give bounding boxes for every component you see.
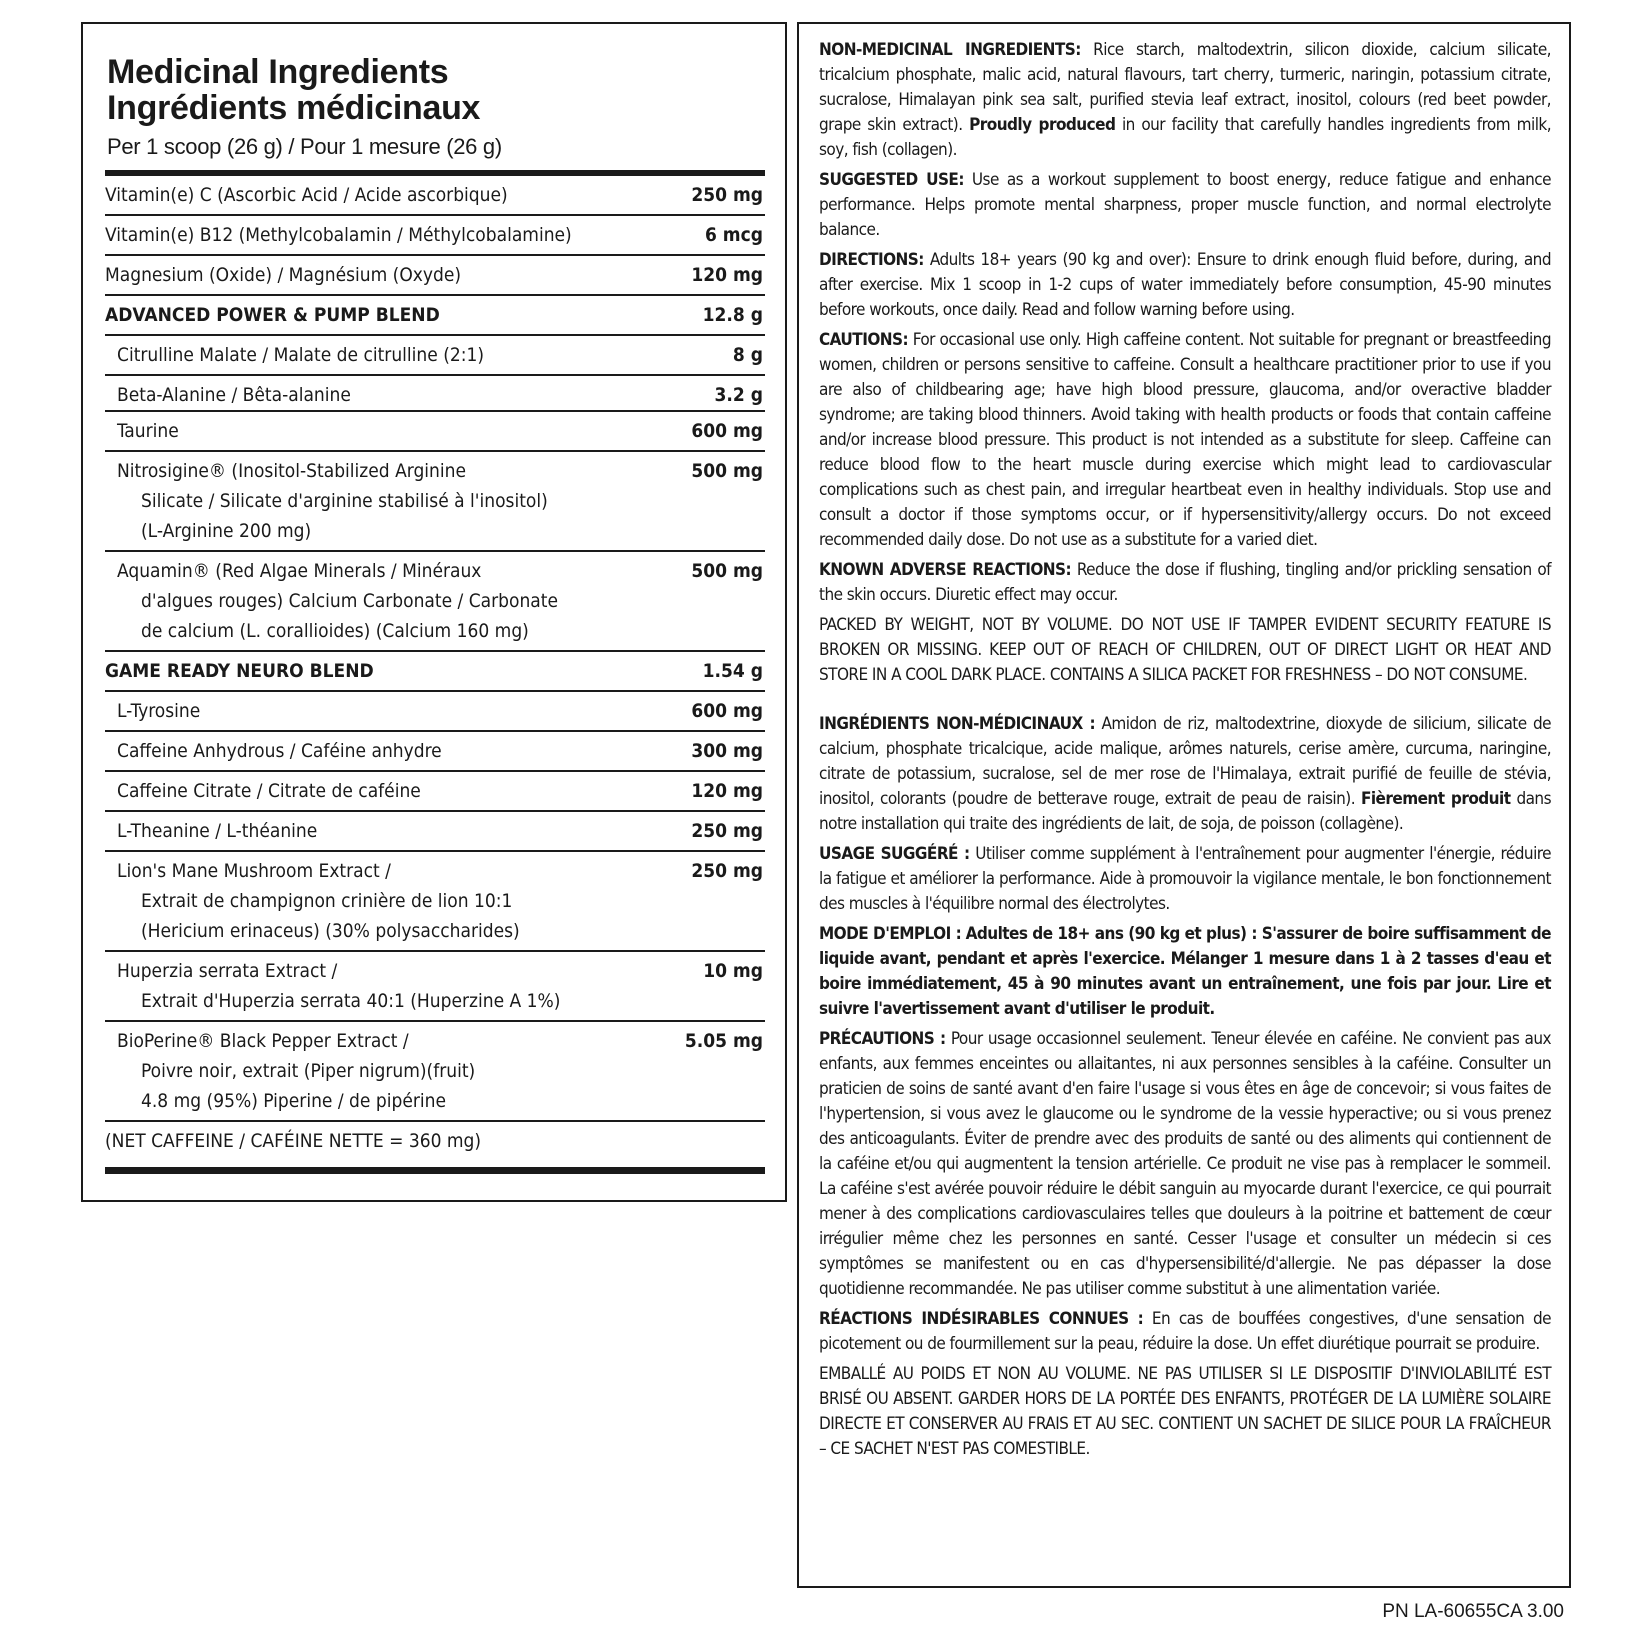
- ingredient-row: [105, 852, 765, 952]
- ingredient-amount: 250 mg: [691, 860, 763, 882]
- cautions-fr: PRÉCAUTIONS : Pour usage occasionnel seulement. Teneur élevée en caféine. Ne convient pas aux enfants, aux femmes enceintes ou allaitantes, ni aux personnes sensibles à la caféine. Consulter un praticien de soins de santé avant d'en faire l'usage si vous êtes en âge de concevoir; si vous faites de l'hypertension, si vous avez le glaucome ou le syndrome de la vessie hyperactive; ou si vous prenez des anticoagulants. Éviter de prendre avec des produits de santé ou des aliments qui contiennent de la caféine et/ou qui augmentent la tension artérielle. Ce produit ne vise pas à remplacer le sommeil. La caféine s'est avérée pouvoir réduire le débit sanguin au myocarde durant l'exercice, ce qui pourrait mener à des complications cardiovasculaires telles que douleurs à la poitrine et battement de cœur irrégulier même chez les personnes en santé. Cesser l'usage et consulter un médecin si ces symptômes se manifestent ou en cas d'hypersensibilité/d'allergie. Ne pas dépasser la dose quotidienne recommandée. Ne pas utiliser comme substitut à une alimentation variée.: [819, 1029, 1551, 1299]
- title-fr: Ingrédients médicinaux: [107, 89, 481, 127]
- ingredient-name: Magnesium (Oxide) / Magnésium (Oxyde): [105, 264, 462, 286]
- ingredient-name-line2: d'algues rouges) Calcium Carbonate / Carbonate: [141, 590, 558, 612]
- proudly-produced-label: Proudly produced: [969, 115, 1116, 135]
- ingredient-row: [105, 1022, 765, 1122]
- nonmed-label-en: NON-MEDICINAL INGREDIENTS:: [819, 40, 1081, 60]
- ingredient-name: Lion's Mane Mushroom Extract /: [117, 860, 391, 882]
- ingredient-name: Vitamin(e) C (Ascorbic Acid / Acide ascorbique): [105, 184, 508, 206]
- nonmed-ingredients-en: NON-MEDICINAL INGREDIENTS: Rice starch, maltodextrin, silicon dioxide, calcium silicate, tricalcium phosphate, malic acid, natural flavours, tart cherry, turmeric, naringin, potassium citrate, sucralose, Himalayan pink sea salt, purified stevia leaf extract, inositol, colours (red beet powder, grape skin extract). Proudly produced in our facility that carefully handles ingredients from milk, soy, fish (collagen).: [819, 40, 1552, 160]
- ingredient-name-line3: de calcium (L. corallioides) (Calcium 160 mg): [141, 620, 529, 642]
- ingredient-row: [105, 692, 765, 732]
- ingredient-row: [105, 176, 765, 216]
- ingredient-name: Huperzia serrata Extract /: [117, 960, 338, 982]
- ingredient-name: Citrulline Malate / Malate de citrulline (2:1): [117, 344, 485, 366]
- ingredient-name: Vitamin(e) B12 (Methylcobalamin / Méthylcobalamine): [105, 224, 572, 246]
- blend-name: GAME READY NEURO BLEND: [105, 660, 374, 682]
- ingredient-name: L-Theanine / L-théanine: [117, 820, 318, 842]
- directions-fr: MODE D'EMPLOI : Adultes de 18+ ans (90 kg et plus) : S'assurer de boire suffisamment de liquide avant, pendant et après l'exercice. Mélanger 1 mesure dans 1 à 2 tasses d'eau et boire immédiatement, 45 à 90 minutes avant un entraînement, une fois par jour. Lire et suivre l'avertissement avant d'utiliser le produit.: [819, 924, 1551, 1019]
- ingredient-name-line2: Silicate / Silicate d'arginine stabilisé à l'inositol): [141, 490, 548, 512]
- packed-notice-fr: EMBALLÉ AU POIDS ET NON AU VOLUME. NE PAS UTILISER SI LE DISPOSITIF D'INVIOLABILITÉ EST BRISÉ OU ABSENT. GARDER HORS DE LA PORTÉE DES ENFANTS, PROTÉGER DE LA LUMIÈRE SOLAIRE DIRECTE ET CONSERVER AU FRAIS ET AU SEC. CONTIENT UN SACHET DE SILICE POUR LA FRAÎCHEUR – CE SACHET N'EST PAS COMESTIBLE.: [819, 1364, 1551, 1459]
- ingredient-name: Aquamin® (Red Algae Minerals / Minéraux: [117, 560, 482, 582]
- cautions-en: CAUTIONS: For occasional use only. High caffeine content. Not suitable for pregnant or breastfeeding women, children or persons sensitive to caffeine. Consult a healthcare practitioner prior to use if you are also of childbearing age; have high blood pressure, glaucoma, and/or overactive bladder syndrome; are taking blood thinners. Avoid taking with health products or foods that contain caffeine and/or increase blood pressure. This product is not intended as a substitute for sleep. Caffeine can reduce blood flow to the heart muscle during exercise which might lead to cardiovascular complications such as chest pain, and irregular heartbeat even in healthy individuals. Stop use and consult a doctor if those symptoms occur, or if hypersensitivity/allergy occurs. Do not exceed recommended daily dose. Do not use as a substitute for a varied diet.: [819, 330, 1551, 550]
- ingredient-row: [105, 452, 765, 552]
- medicinal-ingredients-panel: [81, 22, 787, 1202]
- blend-header-row: [105, 652, 765, 692]
- ingredient-amount: 3.2 g: [714, 384, 763, 406]
- ingredient-amount: 600 mg: [691, 420, 763, 442]
- ingredient-amount: 250 mg: [691, 820, 763, 842]
- packed-notice-en: PACKED BY WEIGHT, NOT BY VOLUME. DO NOT USE IF TAMPER EVIDENT SECURITY FEATURE IS BROKEN OR MISSING. KEEP OUT OF REACH OF CHILDREN, OUT OF DIRECT LIGHT OR HEAT AND STORE IN A COOL DARK PLACE. CONTAINS A SILICA PACKET FOR FRESHNESS – DO NOT CONSUME.: [819, 615, 1551, 685]
- ingredient-row: [105, 772, 765, 812]
- ingredient-amount: 300 mg: [691, 740, 763, 762]
- ingredient-row: [105, 952, 765, 1022]
- ingredient-amount: 10 mg: [703, 960, 763, 982]
- part-number: PN LA-60655CA 3.00: [1382, 1601, 1564, 1622]
- ingredient-amount: 5.05 mg: [684, 1030, 763, 1052]
- ingredients-table: [105, 170, 765, 1174]
- medicinal-title: [107, 54, 747, 126]
- ingredient-name-line3: (Hericium erinaceus) (30% polysaccharides): [141, 920, 520, 942]
- blend-header-row: [105, 296, 765, 336]
- ingredient-name-line2: Poivre noir, extrait (Piper nigrum)(fruit): [141, 1060, 476, 1082]
- ingredient-amount: 500 mg: [691, 560, 763, 582]
- ingredient-amount: 6 mcg: [704, 224, 763, 246]
- product-info-text: [819, 38, 1551, 1467]
- net-caffeine-text: (NET CAFFEINE / CAFÉINE NETTE = 360 mg): [105, 1130, 482, 1152]
- ingredient-name-line3: 4.8 mg (95%) Piperine / de pipérine: [141, 1090, 446, 1112]
- ingredient-name: Nitrosigine® (Inositol-Stabilized Arginine: [117, 460, 466, 482]
- nonmed-ingredients-fr: INGRÉDIENTS NON-MÉDICINAUX : Amidon de riz, maltodextrine, dioxyde de silicium, silicate de calcium, phosphate tricalcique, acide malique, arômes naturels, cerise amère, curcuma, naringine, citrate de potassium, sucralose, sel de mer rose de l'Himalaya, extrait purifié de feuille de stévia, inositol, colorants (poudre de betterave rouge, extrait de peau de raisin). Fièrement produit dans notre installation qui traite des ingrédients de lait, de soja, de poisson (collagène).: [819, 714, 1551, 834]
- ingredient-row: [105, 256, 765, 296]
- directions-en: DIRECTIONS: Adults 18+ years (90 kg and over): Ensure to drink enough fluid before, during, and after exercise. Mix 1 scoop in 1-2 cups of water immediately before consumption, 45-90 minutes before workouts, once daily. Read and follow warning before using.: [819, 250, 1551, 320]
- title-en: Medicinal Ingredients: [107, 53, 449, 91]
- ingredient-name-line2: Extrait de champignon crinière de lion 10:1: [141, 890, 513, 912]
- blend-amount: 12.8 g: [702, 304, 763, 326]
- ingredient-name: Caffeine Citrate / Citrate de caféine: [117, 780, 421, 802]
- nonmed-label-fr: INGRÉDIENTS NON-MÉDICINAUX :: [819, 714, 1096, 734]
- serving-size: Per 1 scoop (26 g) / Pour 1 mesure (26 g): [107, 134, 502, 159]
- adverse-reactions-en: KNOWN ADVERSE REACTIONS: Reduce the dose if flushing, tingling and/or prickling sensation of the skin occurs. Diuretic effect may occur.: [819, 560, 1551, 605]
- product-info-panel: [797, 22, 1571, 1588]
- suggested-use-fr: USAGE SUGGÉRÉ : Utiliser comme supplément à l'entraînement pour augmenter l'énergie, réduire la fatigue et améliorer la performance. Aide à promouvoir la vigilance mentale, le bon fonctionnement des muscles à l'équilibre normal des électrolytes.: [819, 844, 1552, 914]
- ingredient-name-line2: Extrait d'Huperzia serrata 40:1 (Huperzine A 1%): [141, 990, 561, 1012]
- ingredient-amount: 120 mg: [691, 264, 763, 286]
- ingredient-amount: 250 mg: [691, 184, 763, 206]
- blend-amount: 1.54 g: [702, 660, 763, 682]
- ingredient-row: [105, 412, 765, 452]
- ingredient-row: [105, 732, 765, 772]
- ingredient-amount: 500 mg: [691, 460, 763, 482]
- ingredient-row: [105, 812, 765, 852]
- blend-name: ADVANCED POWER & PUMP BLEND: [105, 304, 440, 326]
- ingredient-row: [105, 552, 765, 652]
- ingredient-row: [105, 336, 765, 376]
- ingredient-name: Caffeine Anhydrous / Caféine anhydre: [117, 740, 442, 762]
- ingredient-row: [105, 376, 765, 412]
- suggested-use-en: SUGGESTED USE: Use as a workout supplement to boost energy, reduce fatigue and enhance performance. Helps promote mental sharpness, proper muscle function, and normal electrolyte balance.: [819, 170, 1551, 240]
- ingredient-name-line3: (L-Arginine 200 mg): [141, 520, 312, 542]
- ingredient-name: L-Tyrosine: [117, 700, 201, 722]
- ingredient-amount: 8 g: [732, 344, 763, 366]
- fierement-produit-label: Fièrement produit: [1360, 789, 1511, 809]
- ingredient-amount: 120 mg: [691, 780, 763, 802]
- net-caffeine-row: [105, 1122, 765, 1174]
- ingredient-name: Taurine: [117, 420, 179, 442]
- ingredient-amount: 600 mg: [691, 700, 763, 722]
- ingredient-name: Beta-Alanine / Bêta-alanine: [117, 384, 351, 406]
- ingredient-name: BioPerine® Black Pepper Extract /: [117, 1030, 409, 1052]
- adverse-reactions-fr: RÉACTIONS INDÉSIRABLES CONNUES : En cas de bouffées congestives, d'une sensation de picotement ou de fourmillement sur la peau, réduire la dose. Un effet diurétique pourrait se produire.: [819, 1309, 1551, 1354]
- ingredient-row: [105, 216, 765, 256]
